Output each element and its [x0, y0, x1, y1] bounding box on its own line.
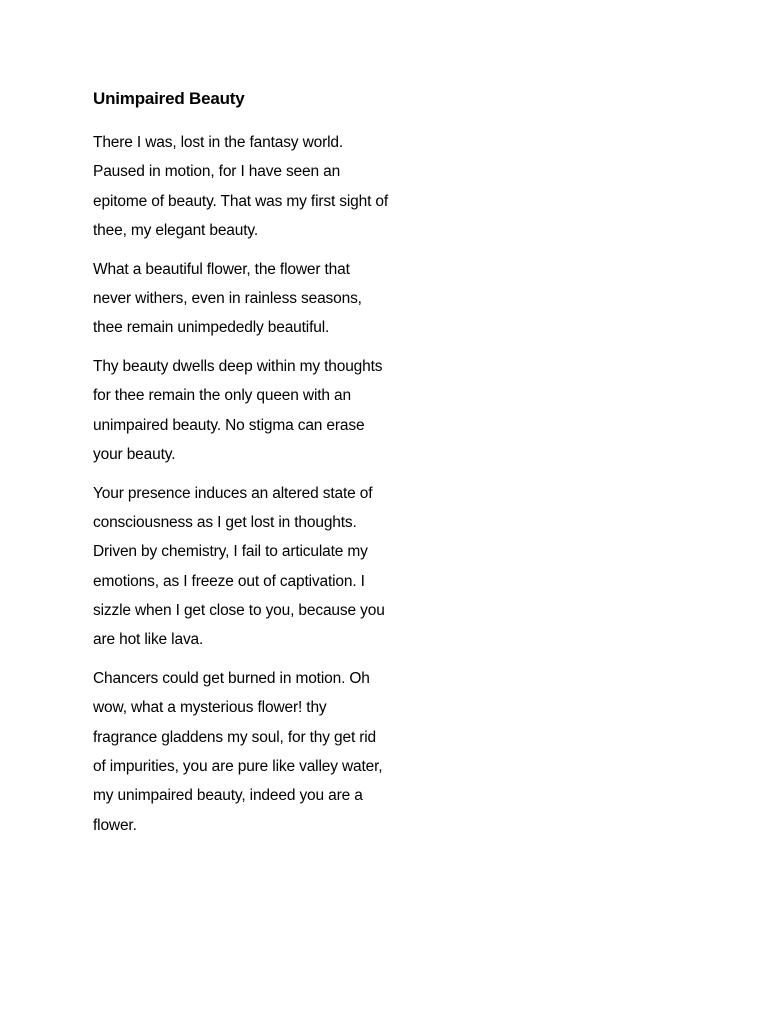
text-line: wow, what a mysterious flower! thy: [93, 699, 327, 717]
text-line: for thee remain the only queen with an: [93, 387, 351, 405]
text-line: epitome of beauty. That was my first sight of: [93, 192, 389, 210]
text-line: Chancers could get burned in motion. Oh: [93, 670, 370, 688]
text-line: What a beautiful flower, the flower that: [93, 260, 350, 278]
paragraph: [93, 128, 393, 245]
text-line: of impurities, you are pure like valley water,: [93, 757, 383, 775]
text-line: thee, my elegant beauty.: [93, 221, 259, 239]
document-body: [93, 128, 393, 840]
text-line: your beauty.: [93, 445, 176, 463]
paragraph: [93, 664, 393, 840]
text-line: Thy beauty dwells deep within my thoughts: [93, 358, 383, 376]
text-line: emotions, as I freeze out of captivation. I: [93, 572, 365, 590]
text-line: flower.: [93, 816, 137, 834]
text-line: unimpaired beauty. No stigma can erase: [93, 416, 365, 434]
paragraph: [93, 352, 393, 469]
text-line: consciousness as I get lost in thoughts.: [93, 514, 357, 532]
document-page: [93, 88, 393, 849]
paragraph: [93, 479, 393, 655]
text-line: Driven by chemistry, I fail to articulate my: [93, 543, 368, 561]
paragraph: [93, 255, 393, 343]
text-line: thee remain unimpededly beautiful.: [93, 319, 330, 337]
text-line: never withers, even in rainless seasons,: [93, 289, 362, 307]
text-line: are hot like lava.: [93, 631, 204, 649]
text-line: sizzle when I get close to you, because you: [93, 601, 385, 619]
document-title: Unimpaired Beauty: [93, 89, 245, 108]
text-line: Paused in motion, for I have seen an: [93, 163, 341, 181]
text-line: my unimpaired beauty, indeed you are a: [93, 787, 363, 805]
text-line: fragrance gladdens my soul, for thy get rid: [93, 728, 377, 746]
text-line: There I was, lost in the fantasy world.: [93, 134, 344, 151]
text-line: Your presence induces an altered state of: [93, 484, 373, 502]
